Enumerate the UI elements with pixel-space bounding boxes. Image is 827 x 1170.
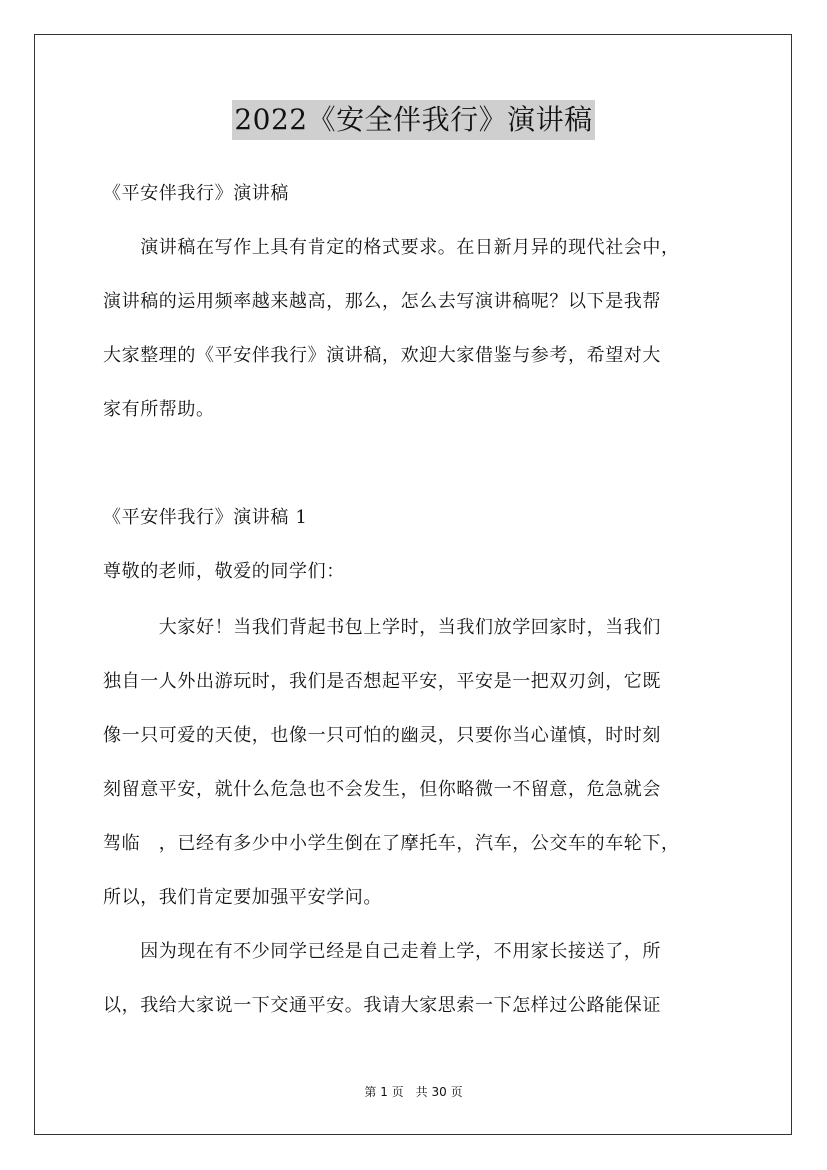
document-title: 2022《安全伴我行》演讲稿	[232, 100, 594, 140]
paragraph1-line-5: 驾临 ，已经有多少中小学生倒在了摩托车，汽车，公交车的车轮下，	[103, 833, 680, 854]
paragraph1-line-6: 所以，我们肯定要加强平安学问。	[103, 887, 382, 908]
paragraph1-line-3: 像一只可爱的天使，也像一只可怕的幽灵，只要你当心谨慎，时时刻	[103, 725, 661, 746]
section-heading: 《平安伴我行》演讲稿 1	[103, 507, 308, 528]
intro-line-3: 大家整理的《平安伴我行》演讲稿，欢迎大家借鉴与参考，希望对大	[103, 345, 661, 366]
intro-line-2: 演讲稿的运用频率越来越高，那么，怎么去写演讲稿呢？以下是我帮	[103, 291, 661, 312]
paragraph2-line-1: 因为现在有不少同学已经是自己走着上学，不用家长接送了，所	[103, 941, 661, 962]
paragraph1-line-1: 大家好！当我们背起书包上学时，当我们放学回家时，当我们	[103, 617, 661, 638]
intro-line-4: 家有所帮助。	[103, 399, 215, 420]
subtitle: 《平安伴我行》演讲稿	[103, 183, 289, 204]
paragraph2-line-2: 以，我给大家说一下交通平安。我请大家思索一下怎样过公路能保证	[103, 995, 661, 1016]
paragraph1-line-2: 独自一人外出游玩时，我们是否想起平安，平安是一把双刃剑，它既	[103, 671, 661, 692]
intro-line-1: 演讲稿在写作上具有肯定的格式要求。在日新月异的现代社会中，	[103, 237, 680, 258]
greeting: 尊敬的老师，敬爱的同学们：	[103, 561, 345, 582]
title-container	[0, 100, 827, 140]
paragraph1-line-4: 刻留意平安，就什么危急也不会发生，但你略微一不留意，危急就会	[103, 779, 661, 800]
page-number: 第 1 页 共 30 页	[364, 1085, 463, 1099]
